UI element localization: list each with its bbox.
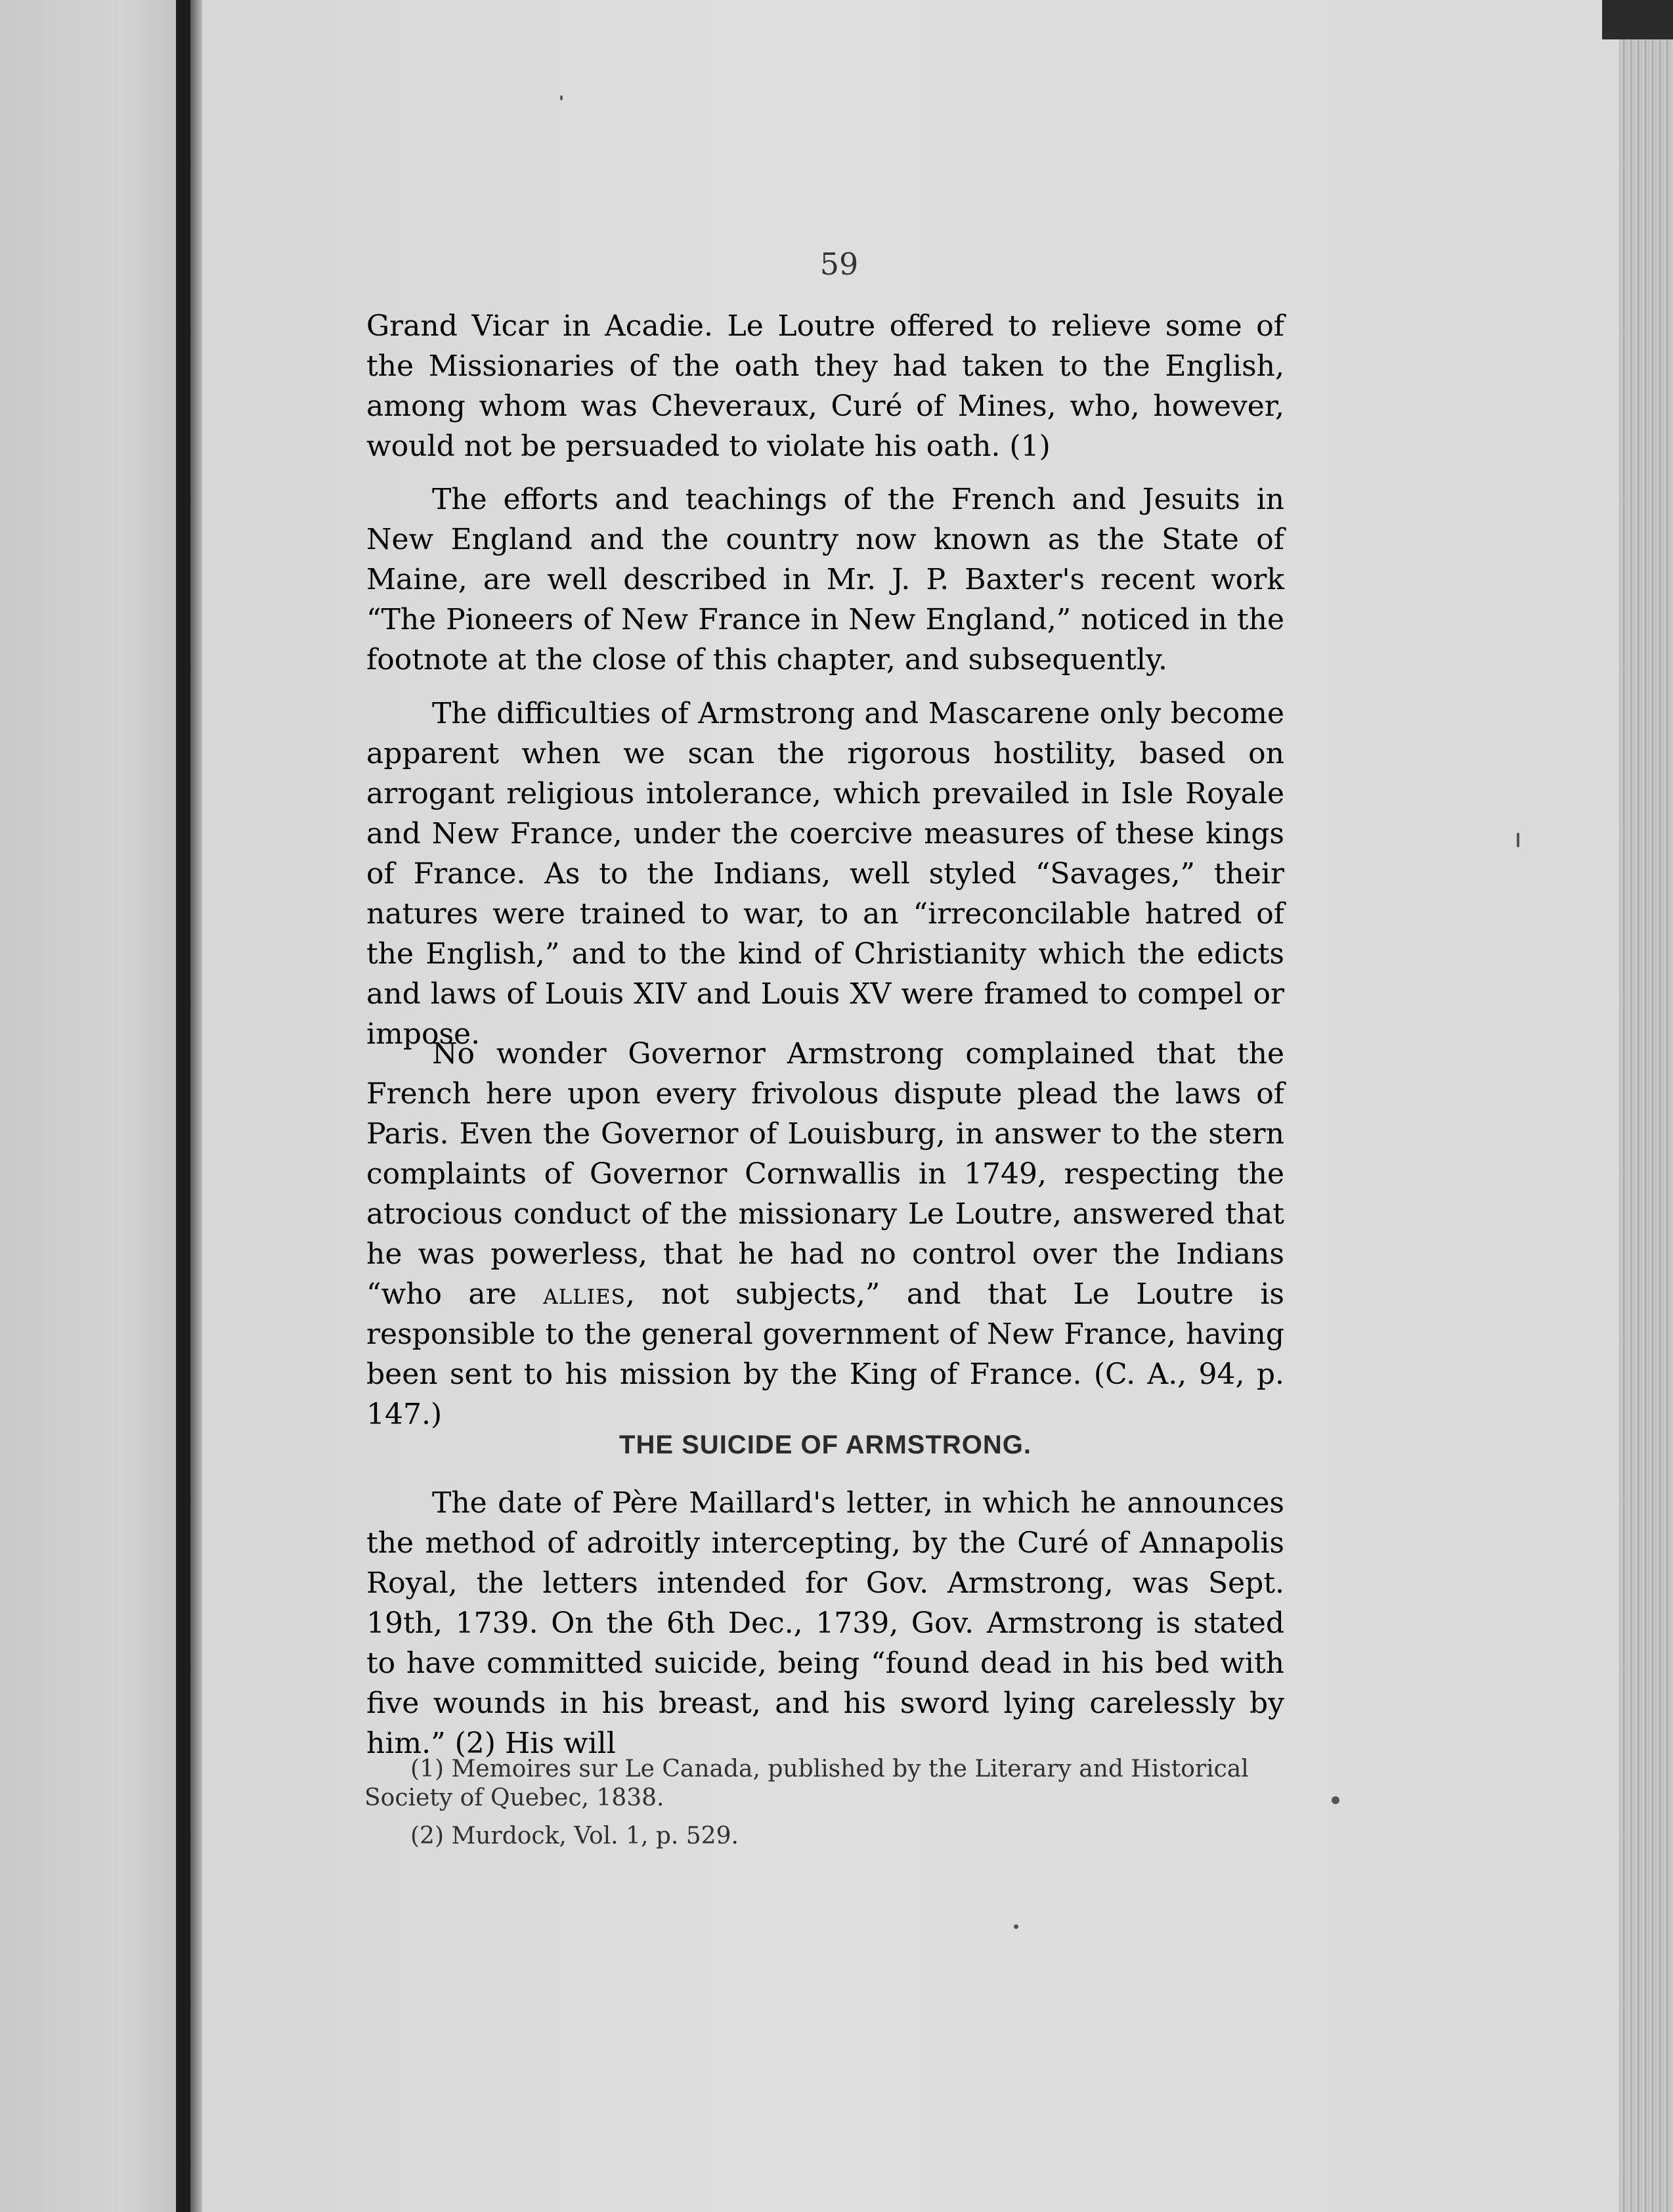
paragraph-2-text: The efforts and teachings of the French and Jesuits in New England and the country now known as the State of Maine, are well described in Mr. J. P. Baxter's recent work “The Pioneers of New France in New England,” noticed in the footnote at the close of this chapter, and subsequently. bbox=[366, 483, 1284, 676]
footnotes bbox=[364, 1755, 1284, 1851]
footnote-1: (1) Memoires sur Le Canada, published by the Literary and Historical Society of Quebec, 1838. bbox=[364, 1756, 1249, 1811]
paragraph-3-text: The difficulties of Armstrong and Mascarene only become apparent when we scan the rigorous hostility, based on arrogant religious intolerance, which prevailed in Isle Royale and New France, under the coercive measures of these kings of France. As to the Indians, well styled “Savages,” their natures were trained to war, to an “irreconcilable hatred of the English,” and to the kind of Christianity which the edicts and laws of Louis XIV and Louis XV were framed to compel or impose. bbox=[366, 697, 1284, 1051]
paragraph-4-part-2: , not subjects,” and that Le Loutre is responsible to the general government of New France, having been sent to his mission by the King of France. (C. A., 94, p. 147.) bbox=[366, 1277, 1284, 1431]
paragraph-1-text: Grand Vicar in Acadie. Le Loutre offered to relieve some of the Missionaries of the oath they had taken to the English, among whom was Cheveraux, Curé of Mines, who, however, would not be persuaded to violate his oath. (1) bbox=[366, 309, 1284, 463]
paragraph-1 bbox=[366, 306, 1284, 466]
footnote-2: (2) Murdock, Vol. 1, p. 529. bbox=[410, 1823, 739, 1849]
scan-speck bbox=[560, 95, 563, 100]
scan-speck bbox=[1014, 1924, 1018, 1929]
paragraph-3 bbox=[366, 694, 1284, 1054]
paragraph-5 bbox=[366, 1483, 1284, 1763]
section-heading: THE SUICIDE OF ARMSTRONG. bbox=[619, 1430, 1032, 1459]
allies-smallcaps: allies bbox=[543, 1277, 626, 1311]
scan-corner-shadow bbox=[1602, 0, 1673, 39]
page-number: 59 bbox=[819, 246, 859, 282]
left-page-margin bbox=[0, 0, 176, 2212]
paragraph-5-text: The date of Père Maillard's letter, in which he announces the method of adroitly intercepting, by the Curé of Annapolis Royal, the letters intended for Gov. Armstrong, was Sept. 19th, 1739. On the 6th Dec., 1739, Gov. Armstrong is stated to have committed suicide, being “found dead in his bed with five wounds in his breast, and his sword lying carelessly by him.” (2) His will bbox=[366, 1486, 1284, 1760]
page-edges bbox=[1619, 0, 1673, 2212]
book-binding bbox=[176, 0, 190, 2212]
paragraph-2 bbox=[366, 479, 1284, 680]
binding-shadow bbox=[190, 0, 202, 2212]
paragraph-4 bbox=[366, 1034, 1284, 1434]
paragraph-4-part-1: No wonder Governor Armstrong complained that the French here upon every frivolous dispute plead the laws of Paris. Even the Governor of Louisburg, in answer to the stern complaints of Governor Cornwallis in 1749, respecting the atrocious conduct of the missionary Le Loutre, answered that he was powerless, that he had no control over the Indians “who are bbox=[366, 1037, 1284, 1311]
scan-speck bbox=[1332, 1796, 1339, 1804]
scan-speck bbox=[1517, 833, 1519, 847]
paragraph-4-text bbox=[366, 1034, 1284, 1434]
